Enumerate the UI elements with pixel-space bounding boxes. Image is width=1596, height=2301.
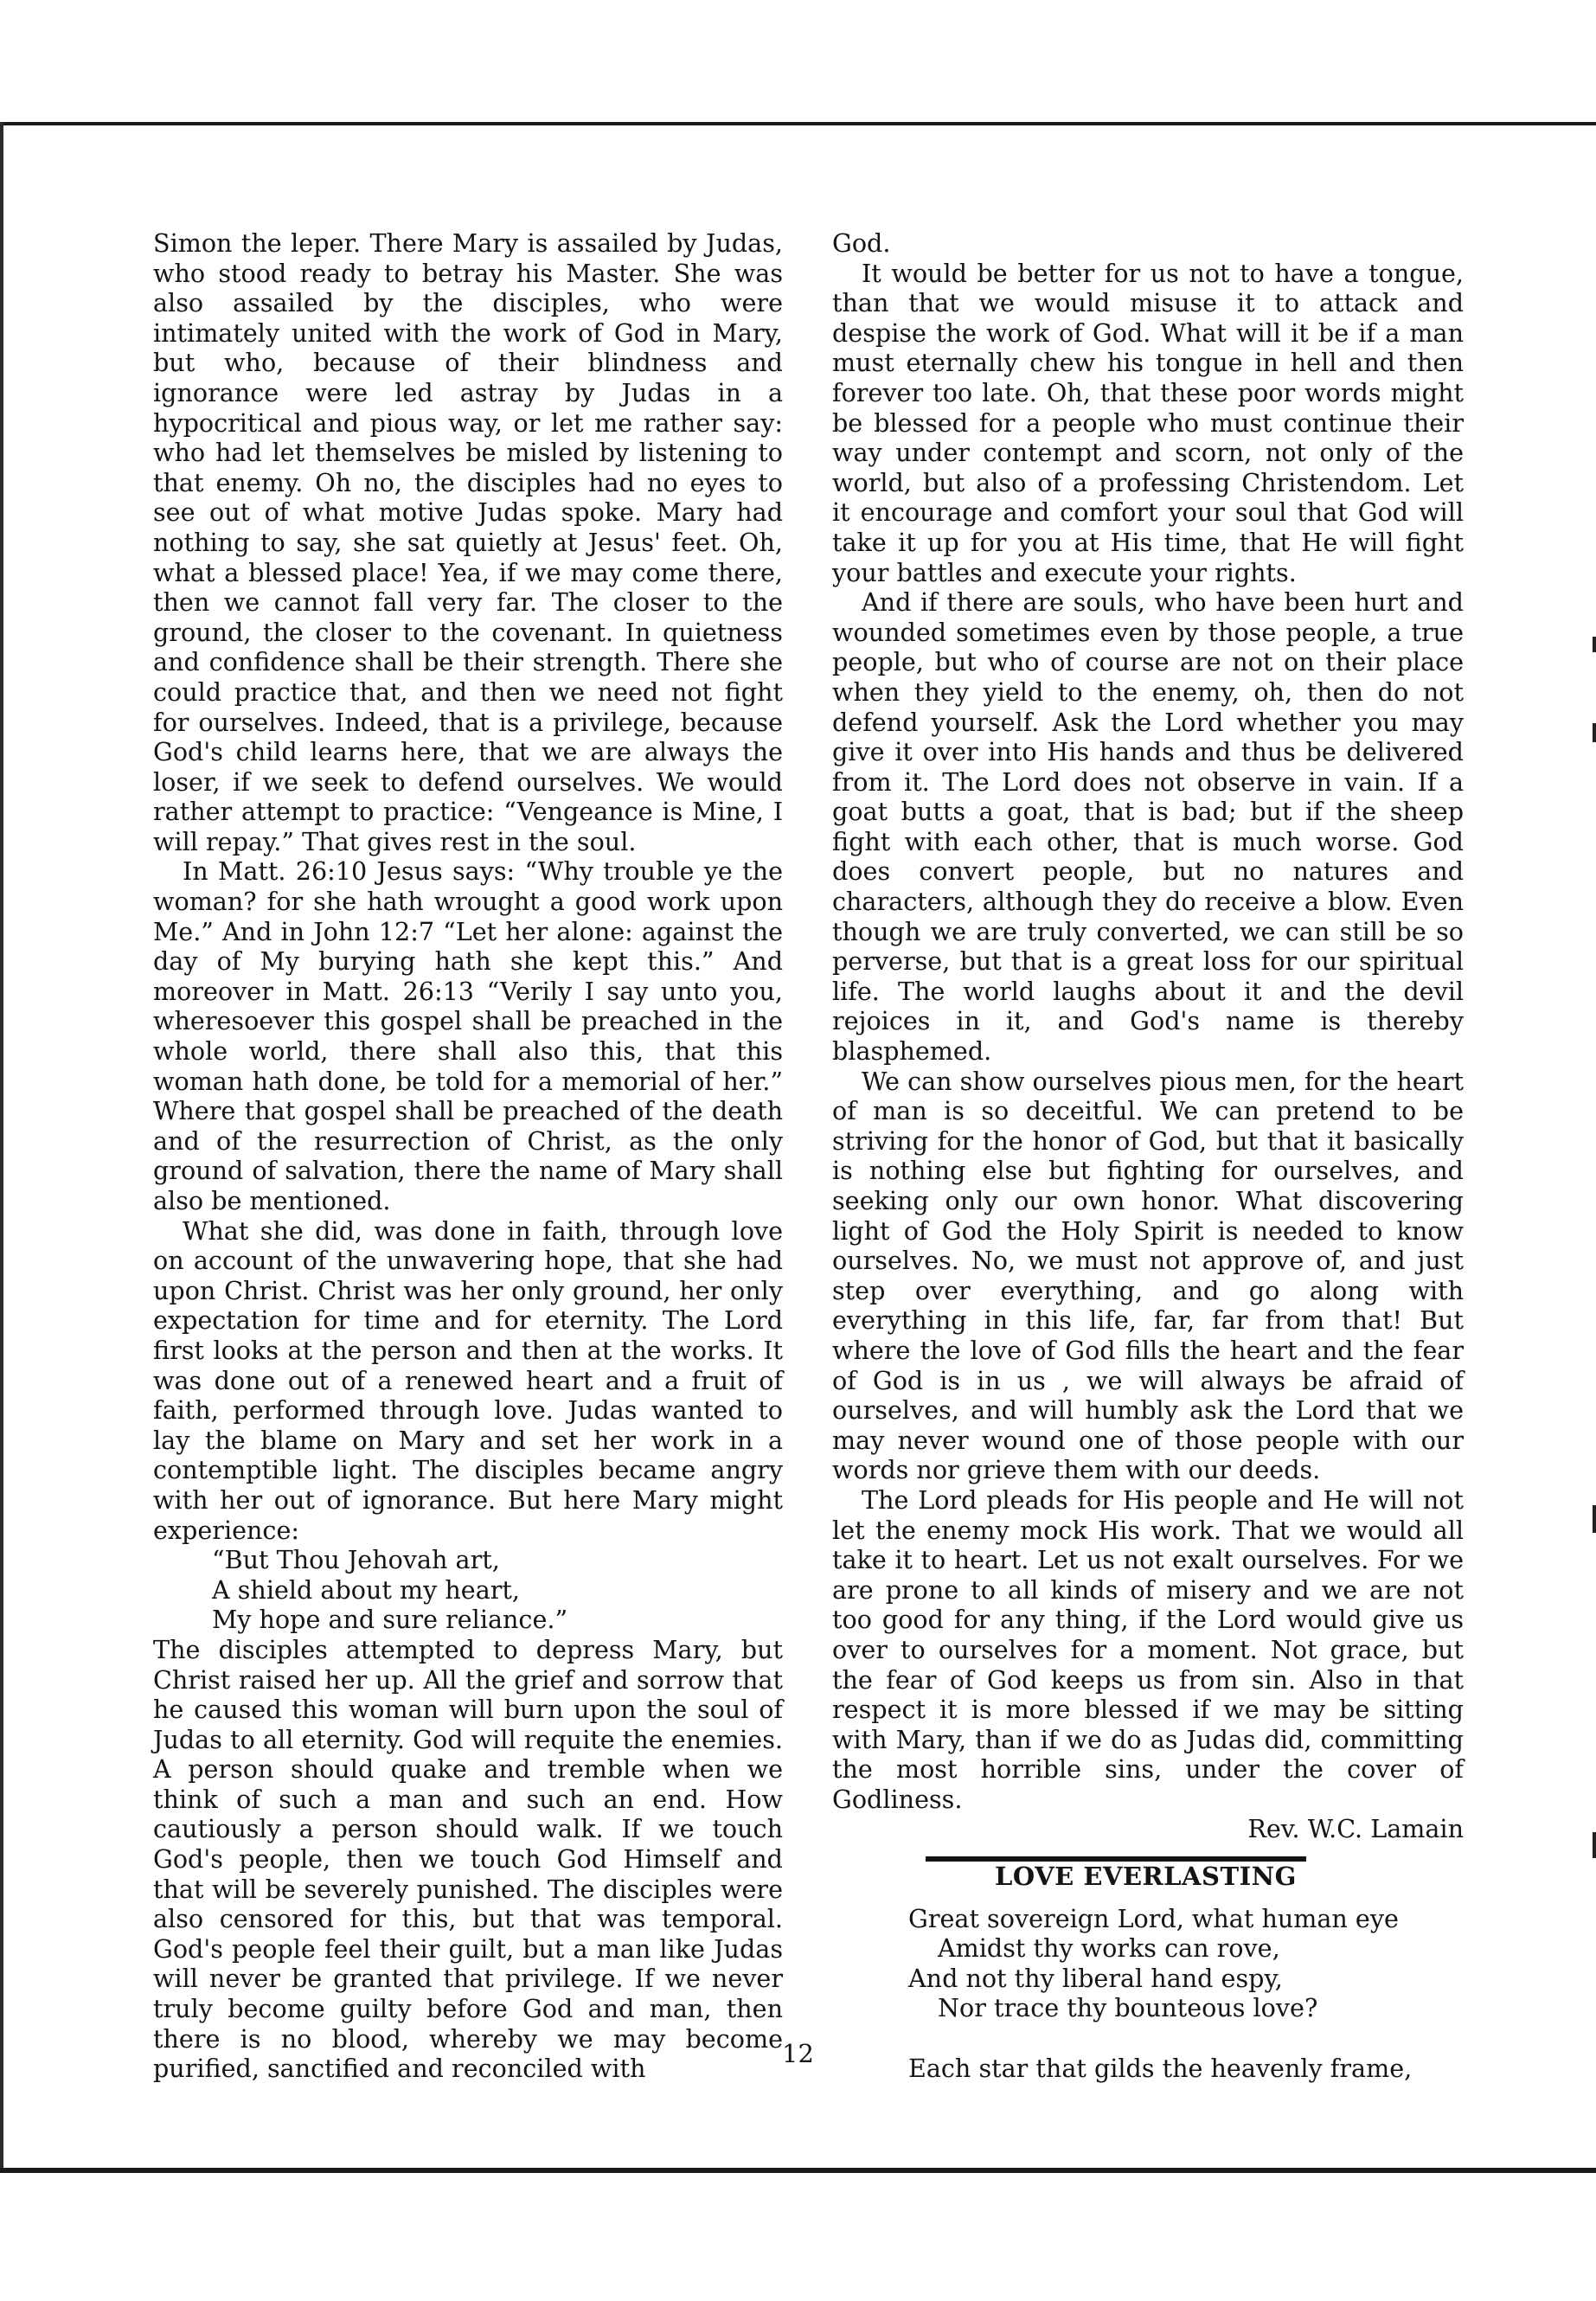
verse-line: My hope and sure reliance.” xyxy=(212,1605,568,1635)
scan-edge-mark xyxy=(1593,637,1596,652)
poem-line: And not thy liberal hand espy, xyxy=(908,1963,1283,1993)
paragraph: The disciples attempted to depress Mary, but Christ raised her up. All the grief and sorrow that he caused this woman will burn upon the soul of Judas to all eternity. God will requite the enemies. A person should quake and tremble when we think of such a man and such an end. How cautiously a person should walk. If we touch God's people, then we touch God Himself and that will be severely punished. The disciples were also censored for this, but that was temporal. God's people feel their guilt, but a man like Judas will never be granted that privilege. If we never truly become guilty before God and man, then there is no blood, whereby we may become purified, sanctified and reconciled with xyxy=(153,1634,783,2084)
paragraph: What she did, was done in faith, through love on account of the unwavering hope, that she had upon Christ. Christ was her only ground, her only expectation for time and for eternity. The Lord first looks at the person and then at the works. It was done out of a renewed heart and a fruit of faith, performed through love. Judas wanted to lay the blame on Mary and set her work in a contemptible light. The disciples became angry with her out of ignorance. But here Mary might experience: xyxy=(153,1215,783,1545)
verse-line: “But Thou Jehovah art, xyxy=(212,1545,500,1575)
scan-edge-mark xyxy=(1593,723,1596,742)
scan-border-left xyxy=(0,122,3,2172)
right-column xyxy=(832,228,1464,2083)
paragraph: And if there are souls, who have been hurt and wounded sometimes even by those people, a true people, but who of course are not on their place when they yield to the enemy, oh, then do not defend yourself. Ask the Lord whether you may give it over into His hands and thus be delivered from it. The Lord does not observe in vain. If a goat butts a goat, that is bad; but if the sheep fight with each other, that is much worse. God does convert people, but no natures and characters, although they do receive a blow. Even though we are truly converted, we can still be so perverse, but that is a great loss for our spiritual life. The world laughs about it and the devil rejoices in it, and God's name is thereby blasphemed. xyxy=(832,587,1464,1067)
poem-title: LOVE EVERLASTING xyxy=(995,1862,1297,1892)
poem-line: Each star that gilds the heavenly frame, xyxy=(908,2053,1413,2083)
left-column xyxy=(153,228,783,2084)
paragraph: It would be better for us not to have a tongue, than that we would misuse it to attack and despise the work of God. What will it be if a man must eternally chew his tongue in hell and then forever too late. Oh, that these poor words might be blessed for a people who must continue their way under contempt and scorn, not only of the world, but also of a professing Christendom. Let it encourage and comfort your soul that God will take it up for you at His time, that He will fight your battles and execute your rights. xyxy=(832,258,1464,587)
scan-edge-mark xyxy=(1593,1832,1596,1858)
paragraph: God. xyxy=(832,228,891,258)
paragraph: In Matt. 26:10 Jesus says: “Why trouble ye the woman? for she hath wrought a good work upon Me.” And in John 12:7 “Let her alone: against the day of My burying hath she kept this.” And moreover in Matt. 26:13 “Verily I say unto you, wheresoever this gospel shall be preached in the whole world, there shall also this, that this woman hath done, be told for a memorial of her.” Where that gospel shall be preached of the death and of the resurrection of Christ, as the only ground of salvation, there the name of Mary shall also be mentioned. xyxy=(153,856,783,1215)
verse-line: A shield about my heart, xyxy=(212,1574,520,1605)
paragraph: Simon the leper. There Mary is assailed by Judas, who stood ready to betray his Master. She was also assailed by the disciples, who were intimately united with the work of God in Mary, but who, because of their blindness and ignorance were led astray by Judas in a hypocritical and pious way, or let me rather say: who had let themselves be misled by listening to that enemy. Oh no, the disciples had no eyes to see out of what motive Judas spoke. Mary had nothing to say, she sat quietly at Jesus' feet. Oh, what a blessed place! Yea, if we may come there, then we cannot fall very far. The closer to the ground, the closer to the covenant. In quietness and confidence shall be their strength. There she could practice that, and then we need not fight for ourselves. Indeed, that is a privilege, because God's child learns here, that we are always the loser, if we seek to defend ourselves. We would rather attempt to practice: “Vengeance is Mine, I will repay.” That gives rest in the soul. xyxy=(153,228,783,856)
scan-border-top xyxy=(0,122,1596,125)
poem-line: Amidst thy works can rove, xyxy=(938,1933,1280,1964)
paragraph: The Lord pleads for His people and He will not let the enemy mock His work. That we would all take it to heart. Let us not exalt ourselves. For we are prone to all kinds of misery and we are not too good for any thing, if the Lord would give us over to ourselves for a moment. Not grace, but the fear of God keeps us from sin. Also in that respect it is more blessed if we may be sitting with Mary, than if we do as Judas did, committing the most horrible sins, under the cover of Godliness. xyxy=(832,1484,1464,1814)
scan-border-bottom xyxy=(0,2168,1596,2173)
poem-line: Great sovereign Lord, what human eye xyxy=(908,1903,1399,1933)
quoted-verse xyxy=(153,1545,783,1635)
poem-line: Nor trace thy bounteous love? xyxy=(938,1993,1318,2023)
paragraph: We can show ourselves pious men, for the heart of man is so deceitful. We can pretend to be striving for the honor of God, but that it basically is nothing else but fighting for ourselves, and seeking only our own honor. What discovering light of God the Holy Spirit is needed to know ourselves. No, we must not approve of, and just step over everything, and go along with everything in this life, far, far from that! But where the love of God fills the heart and the fear of God is in us , we will always be afraid of ourselves, and will humbly ask the Lord that we may never wound one of those people with our words nor grieve them with our deeds. xyxy=(832,1066,1464,1485)
author-signature: Rev. W.C. Lamain xyxy=(1247,1814,1464,1844)
scan-edge-mark xyxy=(1593,1505,1596,1533)
page-number: 12 xyxy=(782,2039,814,2068)
